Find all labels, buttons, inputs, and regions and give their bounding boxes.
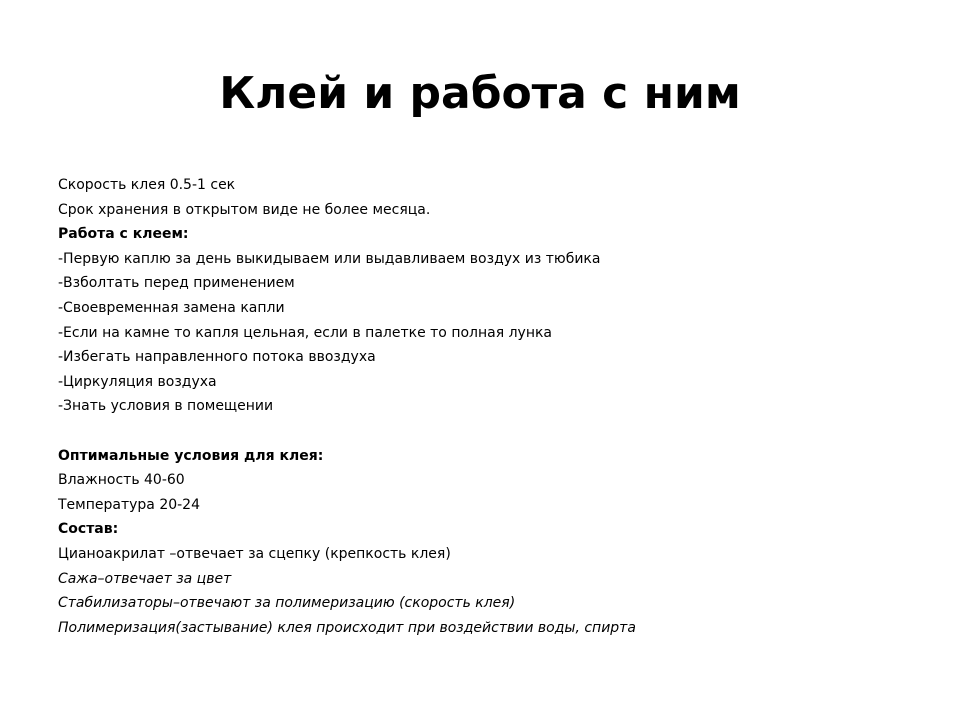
blank-line [58,419,918,444]
list-item: -Первую каплю за день выкидываем или выдавливаем воздух из тюбика [58,250,601,267]
section-heading: Состав: [58,521,119,538]
body-line: Цианоакрилат –отвечает за сцепку (крепкость клея) [58,545,451,562]
body-line: Сажа–отвечает за цвет [58,570,232,587]
list-item: -Циркуляция воздуха [58,373,217,390]
body-line: Скорость клея 0.5-1 сек [58,177,236,193]
list-item: -Взболтать перед применением [58,275,295,292]
section-heading: Работа с клеем: [58,226,189,243]
list-item: -Избегать направленного потока ввоздуха [58,349,376,366]
slide-title: Клей и работа с ним [219,68,741,119]
body-line: Влажность 40-60 [58,472,185,489]
body-line: Температура 20-24 [58,496,200,513]
list-item: -Знать условия в помещении [58,398,274,415]
list-item: -Своевременная замена капли [58,299,285,316]
slide-body [58,173,918,640]
section-heading: Оптимальные условия для клея: [58,447,324,464]
body-line: Срок хранения в открытом виде не более месяца. [58,201,431,218]
body-line: Стабилизаторы–отвечают за полимеризацию (скорость клея) [58,595,516,612]
body-line: Полимеризация(застывание) клея происходит при воздействии воды, спирта [58,619,636,636]
list-item: -Если на камне то капля цельная, если в палетке то полная лунка [58,324,553,341]
